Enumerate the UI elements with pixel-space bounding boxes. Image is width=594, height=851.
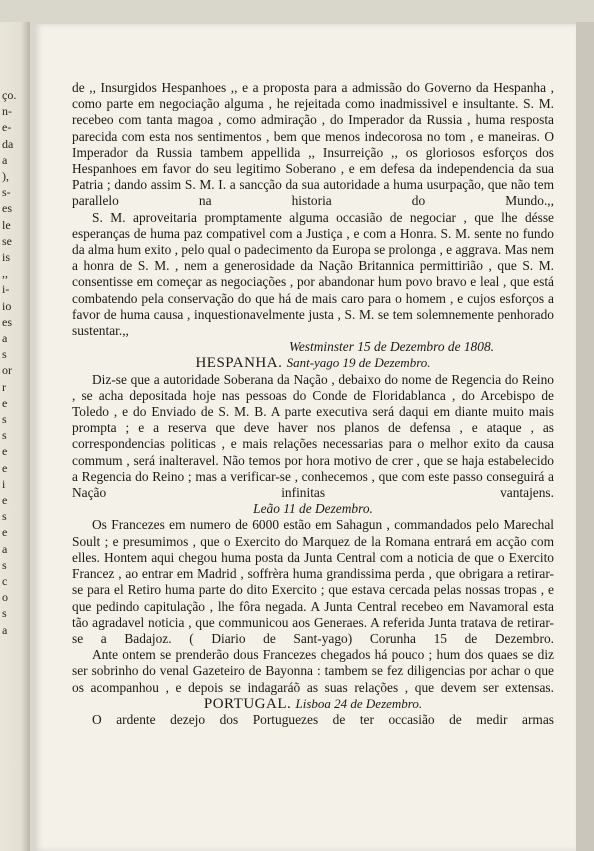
left-page-fragment: s xyxy=(2,557,7,572)
left-page-fragment: e xyxy=(2,460,8,475)
left-page-fragment: da xyxy=(2,136,14,151)
paragraph-6: O ardente dezejo dos Portuguezes de ter occasião de medir armas xyxy=(92,711,554,727)
left-page-fragment: s xyxy=(2,428,7,443)
left-page-fragment: s xyxy=(2,509,7,524)
left-page-fragment: es xyxy=(2,201,12,216)
left-page-fragment: le xyxy=(2,217,11,232)
left-page-fragment: a xyxy=(2,331,8,345)
paragraph-2: S. M. aproveitaria promptamente alguma occasião de negociar , que lhe désse esperanças de huma paz compativel com a Justiça , e com a Honra. S. M. sente no fundo da alma hum exito , pelo qual o padecimento da Europa se prolonga , e aggrava. Mas nem a honra de S. M. , nem a generosidade da Nação Britannica permittirião , que S. M. consentisse em começar as negociações , por abandonar hum povo bravo e leal , que está combatendo pela conservação do que há de mais caro para o homem , e cujos esforços a favor de huma causa , inquestionavelmente justa , S. M. se tem solemnemente penhorado sustentar.,, xyxy=(72,209,554,339)
paragraph-5: Ante ontem se prenderão dous Francezes chegados há pouco ; hum dos quaes se diz ser sobrinho do venal Gazeteiro de Bayonna : tambem se fez diligencias por achar o que os acompanhou , e depois se indagaráõ as suas relações , que devem ser extensas. xyxy=(72,647,554,695)
heading-portugal-title: PORTUGAL. xyxy=(203,695,292,712)
section-heading-hespanha xyxy=(72,355,554,371)
left-page-fragment: a xyxy=(2,622,8,637)
left-page-fragment: or xyxy=(2,363,12,378)
left-page-fragment: se xyxy=(2,233,12,248)
left-page-fragment: s- xyxy=(2,185,11,200)
left-page-fragment: n- xyxy=(2,104,12,119)
left-page-fragment: c xyxy=(2,574,8,588)
left-page-fragment: s xyxy=(2,347,7,362)
left-page-fragment: o xyxy=(2,590,8,605)
left-page-fragment: s xyxy=(2,606,7,621)
left-page-fragment: io xyxy=(2,298,12,313)
left-page-fragment: i- xyxy=(2,282,10,297)
left-page-fragment: es xyxy=(2,314,12,329)
page-text xyxy=(72,80,554,728)
paragraph-4: Os Francezes em numero de 6000 estão em Sahagun , commandados pelo Marechal Soult ; e presumimos , que o Exercito do Marquez de la Romana entrará em acção com elles. Hontem aqui chegou huma posta da Junta Central com a noticia de que o Exercito Francez , ao entrar em Madrid , soffrèra huma grandissima perda , que obrigara a retirar-se para el Retiro huma parte do dito Exercito ; que estava cercada pelas nossas tropas , e que pedindo capitulação , lhe fôra negada. A Junta Central recebeo em Navamoral esta tão agradavel noticia , que communicou aos Generaes. A referida Junta tratava de retirar-se a Badajoz. ( Diario de Sant-yago) Corunha 15 de Dezembro. xyxy=(72,517,554,646)
paragraph-3: Diz-se que a autoridade Soberana da Nação , debaixo do nome de Regencia do Reino , se acha depositada hoje nas pessoas do Conde de Floridablanca , do Arcebispo de Toledo , e do Enviado de S. M. B. A parte executiva será daqui em diante muito mais prompta ; e a reserva que deve haver nos planos de defensa , e ataque , as correspondencias politicas , e mais relações necessarias para o melhor exito da causa commum , será inalteravel. Não temos por hora motivo de crer , que se haja estabelecido a Regencia do Reino ; mas a verificar-se , conhecemos , que com este passo conseguirá a Nação infinitas vantajens. xyxy=(72,371,554,501)
section-heading-portugal xyxy=(72,696,554,712)
left-page-fragment: e xyxy=(2,395,8,410)
scan-background xyxy=(576,22,594,851)
left-page-fragment: a xyxy=(2,152,8,167)
paragraph-1: de ,, Insurgidos Hespanhoes ,, e a proposta para a admissão do Governo da Hespanha , como parte em negociação alguma , he rejeitada como inadmissivel e insultante. S. M. recebeo com tanta magoa , como admiração , do Imperador da Russia , huma resposta parecida com esta nos sentimentos , bem que menos indecorosa no tom , e maneiras. O Imperador da Russia tambem appellida ,, Insurreição ,, os gloriosos esforços dos Hespanhoes em favor do seu legitimo Soberano , e em defesa da independencia da sua Patria ; dando assim S. M. I. a sancção da sua autoridade a huma usurpação, que não tem parallelo na historia do Mundo.,, xyxy=(72,80,554,209)
adjacent-left-page xyxy=(0,22,30,851)
heading-hespanha-date: Sant-yago 19 de Dezembro. xyxy=(286,355,431,371)
left-page-fragment: e xyxy=(2,525,8,540)
dateline-leao: Leão 11 de Dezembro. xyxy=(253,501,373,517)
left-page-fragment: s xyxy=(2,412,7,426)
left-page-fragment: r xyxy=(2,379,6,394)
heading-hespanha-title: HESPANHA. xyxy=(195,355,283,372)
left-page-fragment: ), xyxy=(2,169,9,183)
dateline-westminster: Westminster 15 de Dezembro de 1808. xyxy=(288,339,494,355)
left-page-fragment: a xyxy=(2,541,8,556)
left-page-fragment: ,, xyxy=(2,266,8,281)
book-page xyxy=(34,24,576,851)
left-page-fragment: i xyxy=(2,476,6,491)
heading-portugal-date: Lisboa 24 de Dezembro. xyxy=(295,695,423,711)
left-page-fragment: ço. xyxy=(2,88,17,102)
left-page-fragment: e xyxy=(2,444,8,459)
left-page-fragment: is xyxy=(2,250,11,264)
left-page-fragment: e xyxy=(2,493,8,507)
left-page-fragment: e- xyxy=(2,120,12,135)
